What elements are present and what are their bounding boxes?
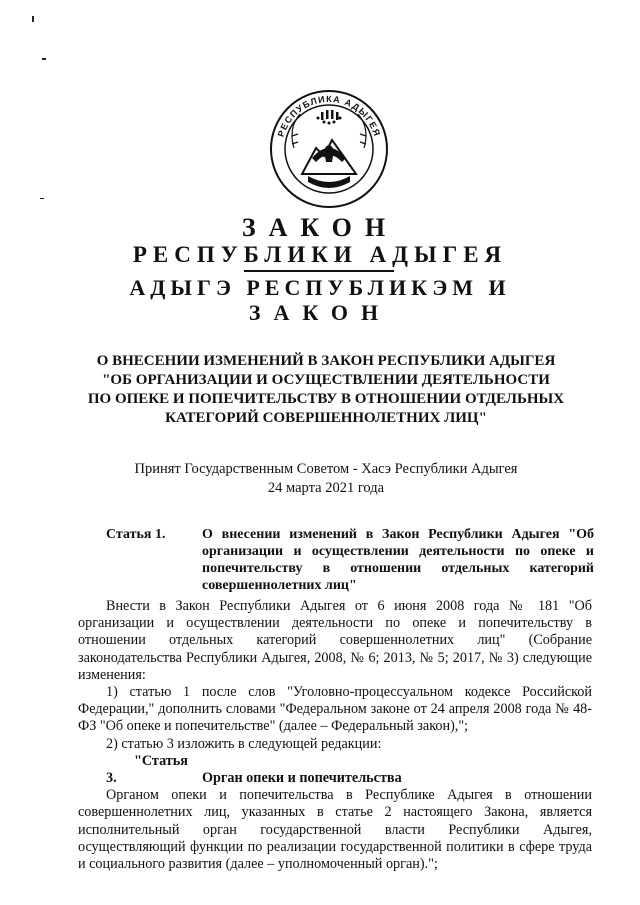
subject-line: КАТЕГОРИЙ СОВЕРШЕННОЛЕТНИХ ЛИЦ": [165, 410, 487, 426]
article-1-title: О внесении изменений в Закон Республики Адыгея "Об организации и осуществлении деятельности по опеке и попечительству в отношении отдельных категорий совершеннолетних лиц": [202, 527, 594, 593]
subject-line: О ВНЕСЕНИИ ИЗМЕНЕНИЙ В ЗАКОН РЕСПУБЛИКИ АДЫГЕЯ: [96, 353, 556, 369]
scan-speck: [32, 16, 34, 22]
law-subject-heading: [56, 352, 596, 428]
adoption-note: [56, 460, 596, 498]
scan-speck: [40, 198, 44, 199]
article-3-heading: [78, 753, 592, 787]
adoption-date: 24 марта 2021 года: [267, 480, 385, 496]
article-3-title: Орган опеки и попечительства: [202, 770, 402, 787]
article-body: [78, 598, 592, 873]
adoption-body: Принят Государственным Советом - Хасэ Республики Адыгея: [134, 461, 518, 477]
republic-title-ru: РЕСПУБЛИКИ АДЫГЕЯ: [132, 242, 508, 267]
article-1-label: Статья 1.: [106, 527, 166, 542]
republic-title-ady: АДЫГЭ РЕСПУБЛИКЭМ И: [129, 275, 511, 300]
law-title-ady: ЗАКОН: [248, 300, 392, 325]
scan-speck: [42, 58, 46, 60]
paragraph-article-3-text: Органом опеки и попечительства в Республике Адыгея в отношении совершеннолетних лиц, указанных в статье 2 настоящего Закона, является исполнительный орган государственной власти Республики Адыгея, осуществляющий функции по реализации государственной политики в сфере труда и социального развития (далее – уполномоченный орган).";: [78, 787, 592, 873]
subject-line: "ОБ ОРГАНИЗАЦИИ И ОСУЩЕСТВЛЕНИИ ДЕЯТЕЛЬНОСТИ: [102, 372, 550, 388]
svg-text:РЕСПУБЛИКА АДЫГЕЯ: РЕСПУБЛИКА АДЫГЕЯ: [275, 93, 383, 139]
title-divider: [244, 270, 394, 272]
article-3-label: "Статья 3.: [106, 752, 188, 787]
law-title-ru: ЗАКОН: [241, 213, 399, 242]
paragraph-item-2: 2) статью 3 изложить в следующей редакции:: [106, 735, 382, 752]
paragraph-intro: Внести в Закон Республики Адыгея от 6 июня 2008 года № 181 "Об организации и осуществлении деятельности по опеке и попечительству в отношении отдельных категорий совершеннолетних лиц" (Собрание законодательства Республики Адыгея, 2008, № 6; 2013, № 5; 2017, № 3) следующие изменения:: [78, 598, 592, 683]
adygea-coat-of-arms-icon: [268, 88, 390, 210]
subject-line: ПО ОПЕКЕ И ПОПЕЧИТЕЛЬСТВУ В ОТНОШЕНИИ ОТДЕЛЬНЫХ: [87, 391, 565, 407]
paragraph-item-1: 1) статью 1 после слов "Уголовно-процессуальном кодексе Российской Федерации," дополнить словами "Федеральном законе от 24 апреля 2008 года № 48-ФЗ "Об опеке и попечительстве" (далее – Федеральный закон),";: [78, 684, 592, 735]
